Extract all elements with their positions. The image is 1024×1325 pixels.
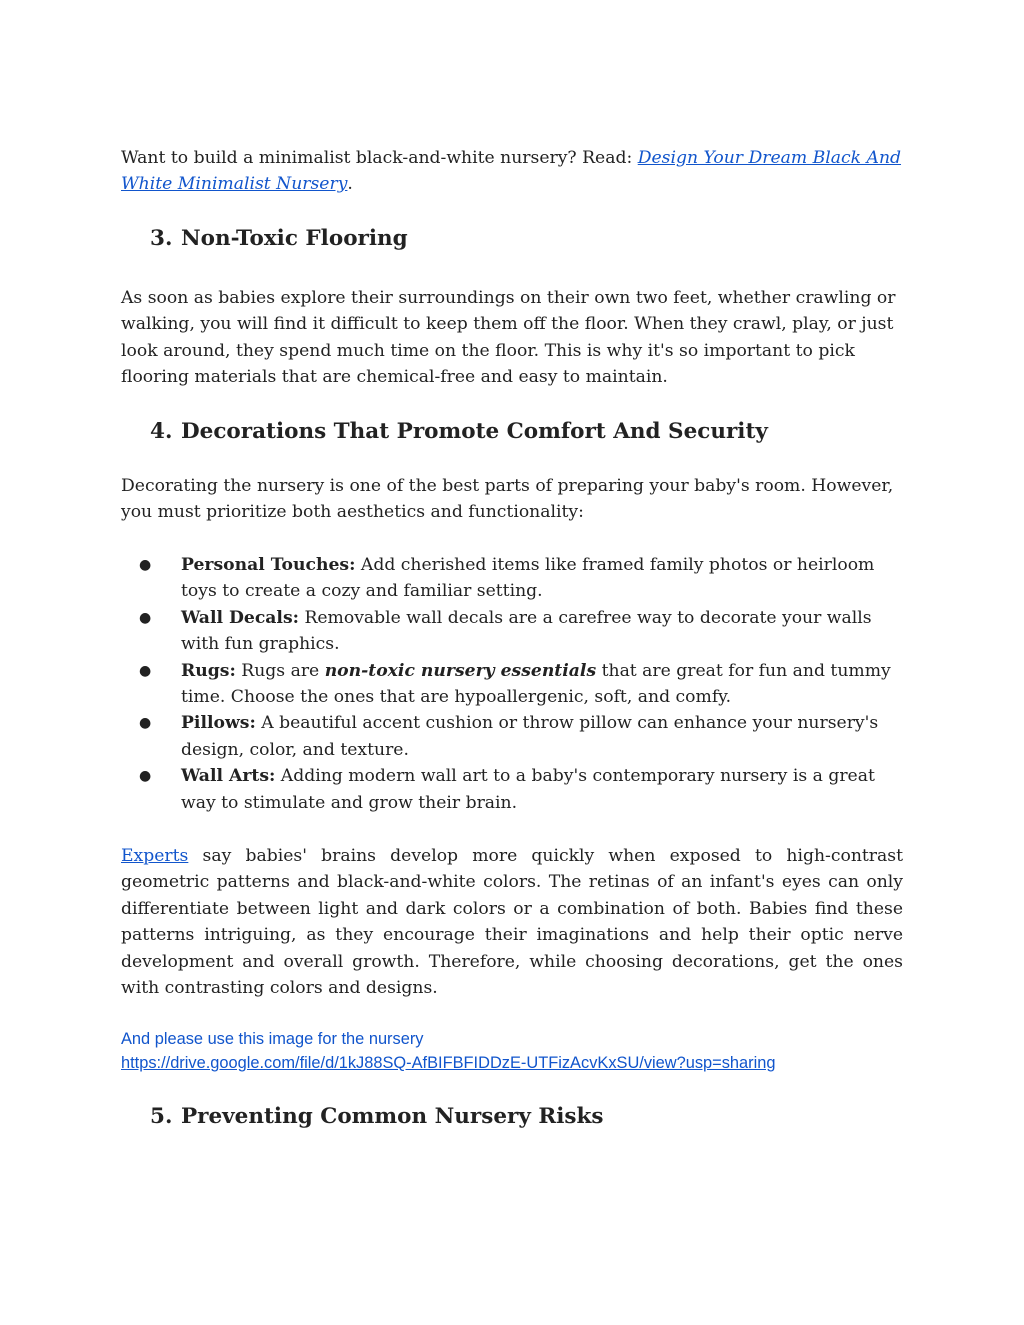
section4-intro: Decorating the nursery is one of the best parts of preparing your baby's room. However, you must prioritize both aesthetics and functionality: (121, 476, 894, 523)
experts-paragraph (121, 843, 903, 1001)
list-item (121, 763, 903, 816)
bullet-icon: ● (139, 609, 152, 626)
bullet-text: Rugs are (235, 660, 325, 681)
bullet-icon: ● (139, 768, 152, 785)
bullet-label: Rugs: (181, 660, 236, 681)
intro-text: Want to build a minimalist black-and-white nursery? Read: (121, 148, 638, 168)
bullet-icon: ● (139, 715, 152, 732)
bullet-text: that are great for fun and tummy time. Choose the ones that are hypoallergenic, soft, and comfy. (181, 660, 891, 708)
section3-number: 3. (150, 226, 173, 251)
bullet-text: Removable wall decals are a carefree way to decorate your walls with fun graphics. (181, 607, 872, 655)
bullet-label: Personal Touches: (181, 555, 356, 575)
list-item (121, 710, 903, 763)
section5-title: Preventing Common Nursery Risks (181, 1104, 604, 1129)
experts-body: say babies' brains develop more quickly when exposed to high-contrast geometric patterns and black-and-white colors. The retinas of an infant's eyes can only differentiate between light and dark colors or a combination of both. Babies find these patterns intriguing, as they encourage their imaginations and help their optic nerve development and overall growth. Therefore, while choosing decorations, get the ones with contrasting colors and designs. (121, 846, 903, 999)
section5-heading (150, 1102, 603, 1132)
bullet-text: A beautiful accent cushion or throw pillow can enhance your nursery's design, color, and texture. (181, 713, 879, 760)
section3-body: As soon as babies explore their surroundings on their own two feet, whether crawling or walking, you will find it difficult to keep them off the floor. When they crawl, play, or just look around, they spend much time on the floor. This is why it's so important to pick flooring materials that are chemical-free and easy to maintain. (121, 288, 896, 388)
bullet-label: Wall Arts: (181, 766, 276, 787)
list-item (121, 658, 903, 711)
section3-heading (150, 224, 408, 254)
image-note (121, 1027, 903, 1075)
bullet-label: Pillows: (181, 713, 256, 734)
section4-number: 4. (150, 419, 173, 444)
list-item (121, 605, 903, 658)
decoration-list (121, 552, 903, 816)
bullet-icon: ● (139, 662, 152, 679)
emphasis-text: non-toxic nursery essentials (324, 660, 597, 681)
section4-heading (150, 417, 768, 447)
section4-title: Decorations That Promote Comfort And Security (181, 419, 768, 444)
bullet-icon: ● (139, 557, 152, 573)
intro-paragraph (121, 145, 903, 198)
section3-title: Non-Toxic Flooring (181, 226, 408, 251)
bullet-text: Adding modern wall art to a baby's contemporary nursery is a great way to stimulate and grow their brain. (181, 766, 875, 813)
image-note-text: And please use this image for the nursery (121, 1030, 424, 1048)
bullet-label: Wall Decals: (181, 607, 299, 628)
section5-number: 5. (150, 1104, 173, 1129)
dream-nursery-link[interactable]: Design Your Dream Black And White Minimalist Nursery (121, 148, 902, 195)
bullet-text: Add cherished items like framed family photos or heirloom toys to create a cozy and familiar setting. (181, 555, 875, 602)
intro-suffix: . (347, 174, 353, 195)
experts-link[interactable]: Experts (121, 846, 189, 866)
list-item (121, 552, 903, 605)
drive-image-link[interactable]: https://drive.google.com/file/d/1kJ88SQ-AfBIFBFIDDzE-UTFizAcvKxSU/view?usp=sharing (121, 1054, 776, 1072)
